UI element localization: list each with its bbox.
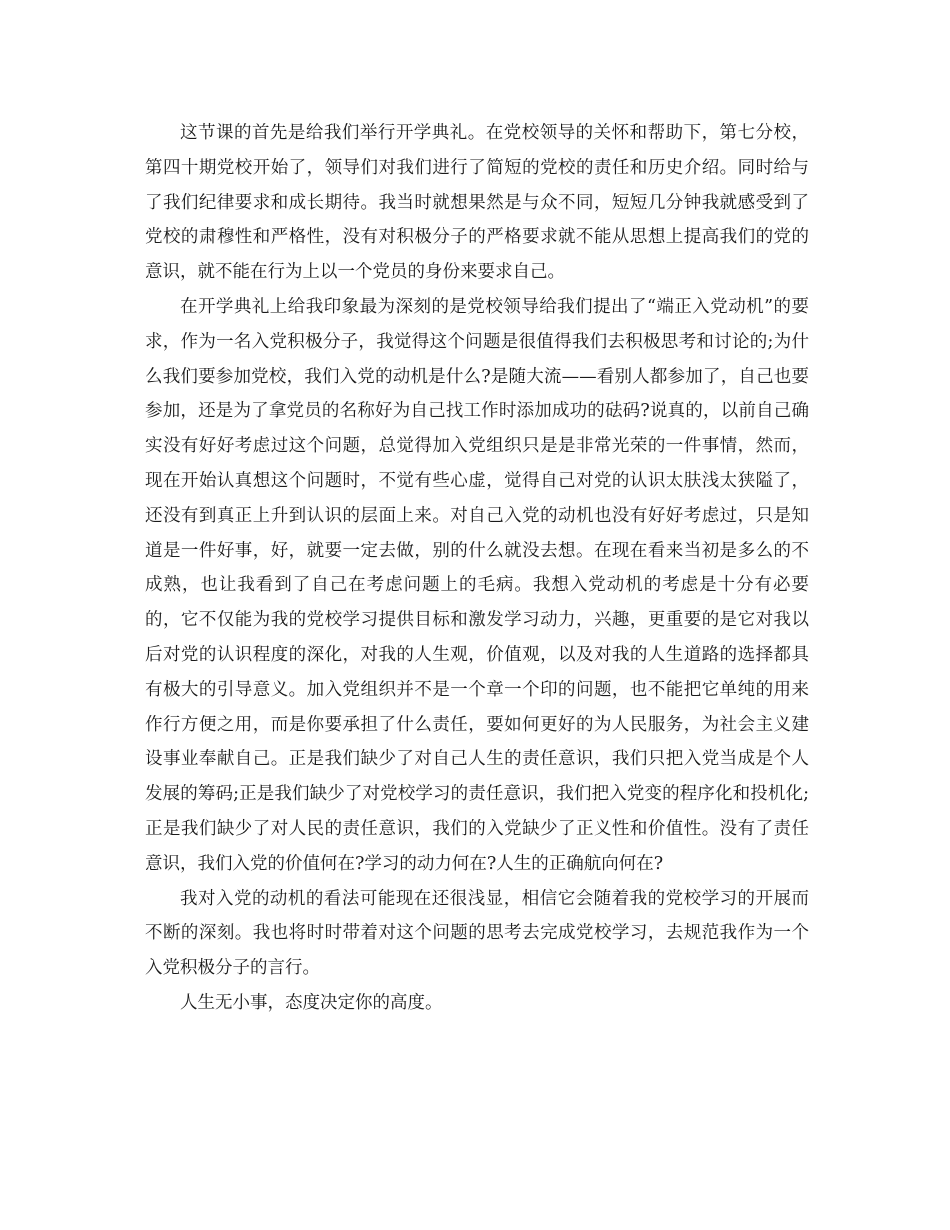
paragraph-party-motivation: 在开学典礼上给我印象最为深刻的是党校领导给我们提出了“端正入党动机”的要求，作为一名入党积极分子，我觉得这个问题是很值得我们去积极思考和讨论的;为什么我们要参加党校，我们入党的动机是什么?是随大流——看别人都参加了，自己也要参加，还是为了拿党员的名称好为自己找工作时添加成功的砝码?说真的，以前自己确实没有好好考虑过这个问题，总觉得加入党组织只是是非常光荣的一件事情，然而，现在开始认真想这个问题时，不觉有些心虚，觉得自己对党的认识太肤浅太狭隘了，还没有到真正上升到认识的层面上来。对自己入党的动机也没有好好考虑过，只是知道是一件好事，好，就要一定去做，别的什么就没去想。在现在看来当初是多么的不成熟，也让我看到了自己在考虑问题上的毛病。我想入党动机的考虑是十分有必要的，它不仅能为我的党校学习提供目标和激发学习动力，兴趣，更重要的是它对我以后对党的认识程度的深化，对我的人生观，价值观，以及对我的人生道路的选择都具有极大的引导意义。加入党组织并不是一个章一个印的问题，也不能把它单纯的用来作行方便之用，而是你要承担了什么责任，要如何更好的为人民服务，为社会主义建设事业奉献自己。正是我们缺少了对自己人生的责任意识，我们只把入党当成是个人发展的筹码;正是我们缺少了对党校学习的责任意识，我们把入党变的程序化和投机化;正是我们缺少了对人民的责任意识，我们的入党缺少了正义性和价值性。没有了责任意识，我们入党的价值何在?学习的动力何在?人生的正确航向何在? (145, 296, 809, 874)
document-body (145, 116, 809, 1021)
paragraph-reflection: 我对入党的动机的看法可能现在还很浅显，相信它会随着我的党校学习的开展而不断的深刻。我也将时时带着对这个问题的思考去完成党校学习，去规范我作为一个入党积极分子的言行。 (145, 888, 809, 979)
paragraph-opening-ceremony: 这节课的首先是给我们举行开学典礼。在党校领导的关怀和帮助下，第七分校，第四十期党校开始了，领导们对我们进行了简短的党校的责任和历史介绍。同时给与了我们纪律要求和成长期待。我当时就想果然是与众不同，短短几分钟我就感受到了党校的肃穆性和严格性，没有对积极分子的严格要求就不能从思想上提高我们的党的意识，就不能在行为上以一个党员的身份来要求自己。 (145, 123, 809, 283)
paragraph-closing-motto: 人生无小事，态度决定你的高度。 (180, 992, 443, 1013)
